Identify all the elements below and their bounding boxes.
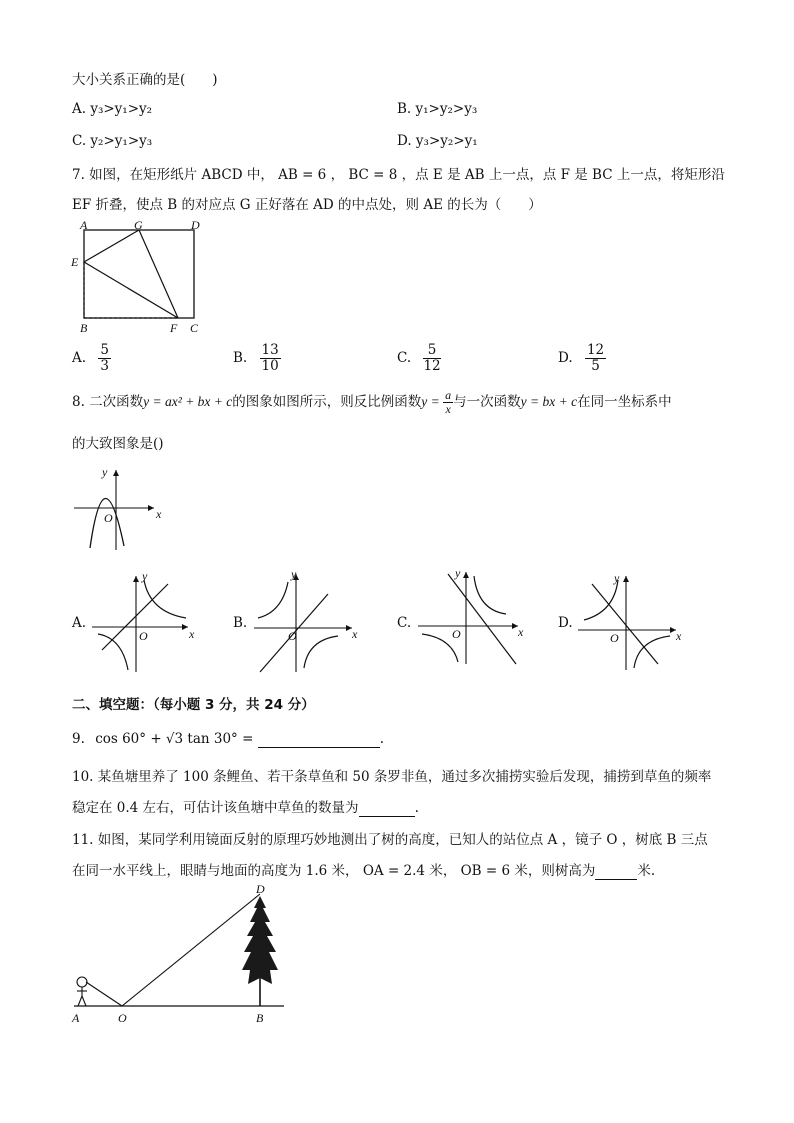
q8-parabola-figure — [70, 460, 170, 552]
q8-c-o: O — [452, 627, 461, 641]
q8-d-y: y — [614, 571, 620, 585]
q8-fig-x: x — [156, 507, 162, 521]
q7-rectangle-figure — [68, 220, 213, 338]
q7-option-c[interactable]: C. $\frac{5}{12}$ — [397, 342, 441, 374]
q8-stem-line1: 8. 二次函数y = ax² + bx + c的图象如图所示，则反比例函数y = $\frac{a}{x}$ 与一次函数y = bx + c在同一坐标系中 — [72, 388, 672, 417]
q8-option-a-graph[interactable] — [88, 570, 198, 675]
q8-fig-o: O — [104, 511, 113, 525]
q8-option-d-letter[interactable]: D. — [558, 615, 573, 631]
q8-c-x: x — [518, 625, 524, 639]
q8-option-c-letter[interactable]: C. — [397, 615, 412, 631]
q6-stem: 大小关系正确的是( ) — [72, 72, 218, 88]
q11-label-a: A — [72, 1011, 80, 1025]
q7-label-c: C — [190, 321, 199, 335]
q7-label-f: F — [170, 321, 178, 335]
q7-option-b[interactable]: B. $\frac{13}{10}$ — [233, 342, 279, 374]
q7-label-a: A — [80, 220, 88, 232]
q7-label-e: E — [71, 255, 79, 269]
q6-option-c[interactable]: C. y₂>y₁>y₃ — [72, 133, 153, 149]
person-icon — [77, 977, 87, 1006]
q7-option-d[interactable]: D. $\frac{12}{5}$ — [558, 342, 605, 374]
section2-title: 二、填空题：（每小题 3 分，共 24 分） — [72, 697, 315, 713]
q8-option-b-letter[interactable]: B. — [233, 615, 248, 631]
q7-label-g: G — [134, 220, 143, 232]
q7-label-d: D — [191, 220, 200, 232]
q7-stem-line1: 7. 如图，在矩形纸片 ABCD 中， AB = 6 ， BC = 8 ，点 E 是 AB 上一点，点 F 是 BC 上一点，将矩形沿 — [72, 167, 725, 183]
q8-option-c-graph[interactable] — [414, 566, 528, 666]
q8-a-x: x — [189, 627, 195, 641]
q11-label-b: B — [256, 1011, 264, 1025]
q11-answer-blank[interactable] — [595, 863, 637, 880]
q10-stem-line1: 10. 某鱼塘里养了 100 条鲤鱼、若干条草鱼和 50 条罗非鱼，通过多次捕捞实验后发现，捕捞到草鱼的频率 — [72, 769, 712, 785]
q7-option-a[interactable]: A. $\frac{5}{3}$ — [72, 342, 109, 374]
q11-stem-line2: 在同一水平线上，眼睛与地面的高度为 1.6 米， OA = 2.4 米， OB = 6 米，则树高为 米. — [72, 863, 656, 879]
q8-d-x: x — [676, 629, 682, 643]
q11-stem-line1: 11. 如图，某同学利用镜面反射的原理巧妙地测出了树的高度，已知人的站位点 A ，镜子 O ，树底 B 三点 — [72, 832, 708, 848]
q11-label-d: D — [256, 882, 265, 896]
q6-option-d[interactable]: D. y₃>y₂>y₁ — [397, 133, 478, 149]
q7-stem-line2: EF 折叠，使点 B 的对应点 G 正好落在 AD 的中点处，则 AE 的长为（ ） — [72, 197, 542, 213]
q10-stem-line2: 稳定在 0.4 左右，可估计该鱼塘中草鱼的数量为 . — [72, 800, 419, 816]
q8-option-a-letter[interactable]: A. — [72, 615, 87, 631]
q8-b-y: y — [291, 568, 297, 581]
q8-a-o: O — [139, 629, 148, 643]
q8-fig-y: y — [102, 465, 108, 479]
q8-b-x: x — [352, 627, 358, 641]
q7-label-b: B — [80, 321, 88, 335]
q6-option-a[interactable]: A. y₃>y₁>y₂ — [72, 101, 153, 117]
q8-b-o: O — [288, 629, 297, 643]
q9-stem: 9. cos 60° + √3 tan 30° = . — [72, 731, 384, 747]
q8-stem-line2: 的大致图象是() — [72, 436, 164, 452]
q11-label-o: O — [118, 1011, 127, 1025]
q6-option-b[interactable]: B. y₁>y₂>y₃ — [397, 101, 478, 117]
q8-a-y: y — [142, 570, 148, 583]
q9-answer-blank[interactable] — [258, 731, 380, 748]
q8-c-y: y — [455, 566, 461, 580]
q8-option-b-graph[interactable] — [250, 568, 362, 675]
q11-mirror-tree-figure — [66, 880, 290, 1028]
q10-answer-blank[interactable] — [359, 800, 415, 817]
q8-d-o: O — [610, 631, 619, 645]
tree-icon — [242, 896, 278, 1006]
q8-option-d-graph[interactable] — [574, 570, 684, 673]
